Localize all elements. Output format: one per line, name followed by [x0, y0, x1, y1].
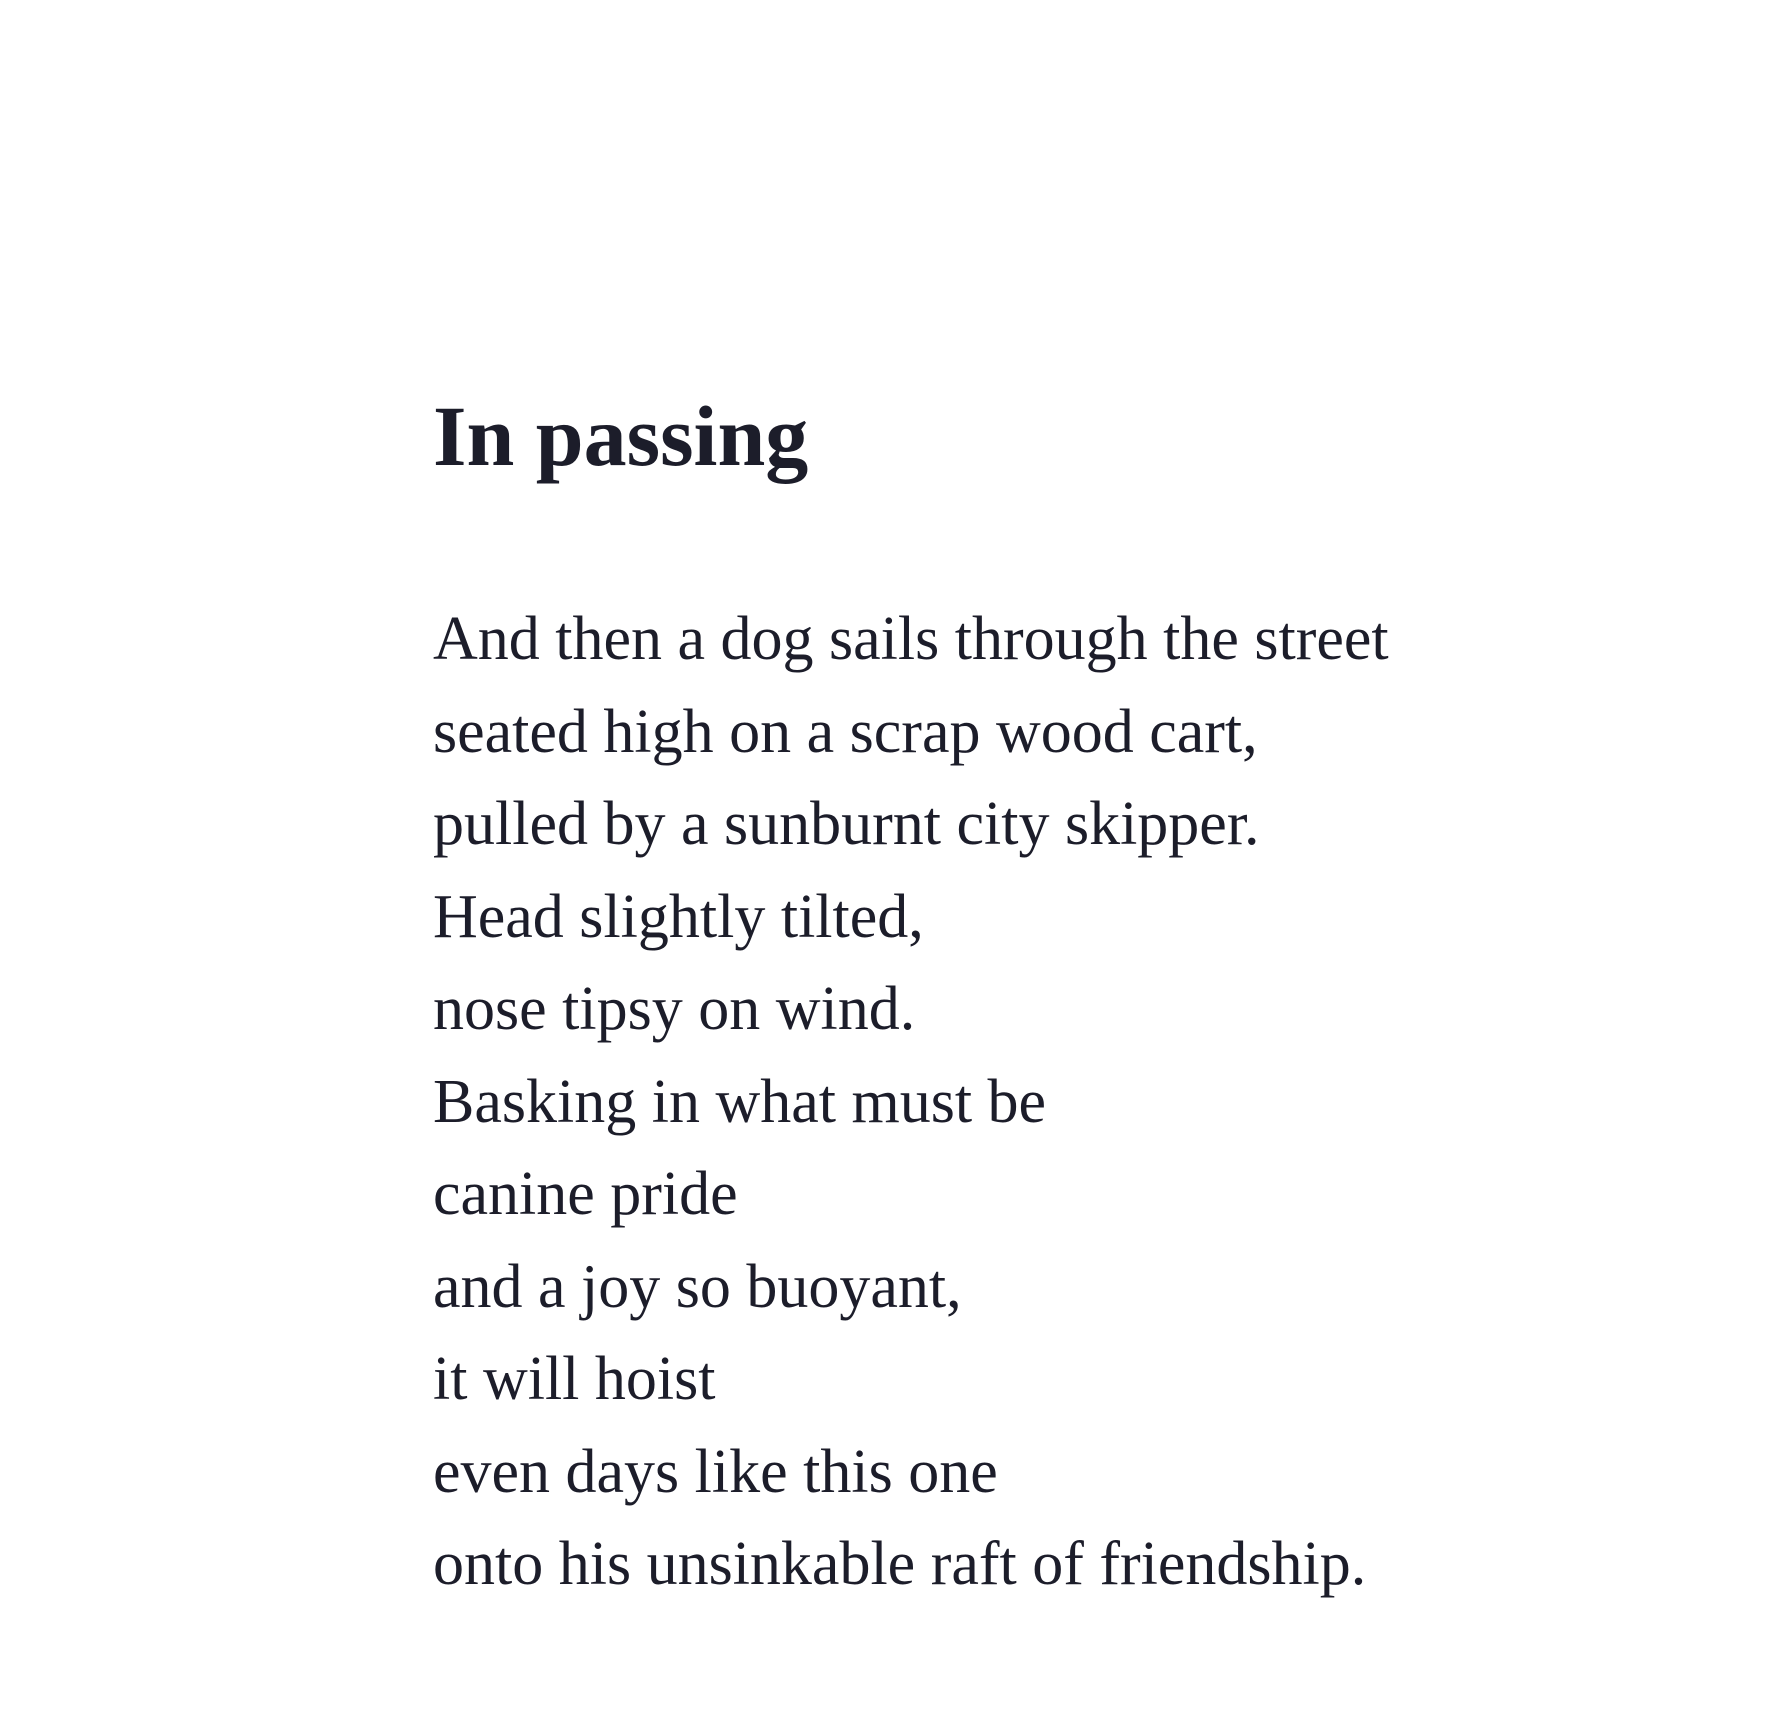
poem-line: And then a dog sails through the street — [433, 605, 1389, 673]
poem-line: Head slightly tilted, — [433, 882, 924, 951]
poem-title: In passing — [433, 388, 809, 484]
poem-line: Basking in what must be — [433, 1067, 1047, 1136]
poem-line: and a joy so buoyant, — [433, 1252, 962, 1321]
poem-line: seated high on a scrap wood cart, — [433, 697, 1258, 766]
poem-line: nose tipsy on wind. — [433, 975, 916, 1043]
poem-line: canine pride — [433, 1160, 738, 1228]
poem-line: pulled by a sunburnt city skipper. — [433, 790, 1260, 858]
poem-line: even days like this one — [433, 1437, 998, 1506]
poem-body — [433, 593, 1389, 1611]
poem-line: it will hoist — [433, 1345, 716, 1413]
poem-line: onto his unsinkable raft of friendship. — [433, 1530, 1367, 1598]
